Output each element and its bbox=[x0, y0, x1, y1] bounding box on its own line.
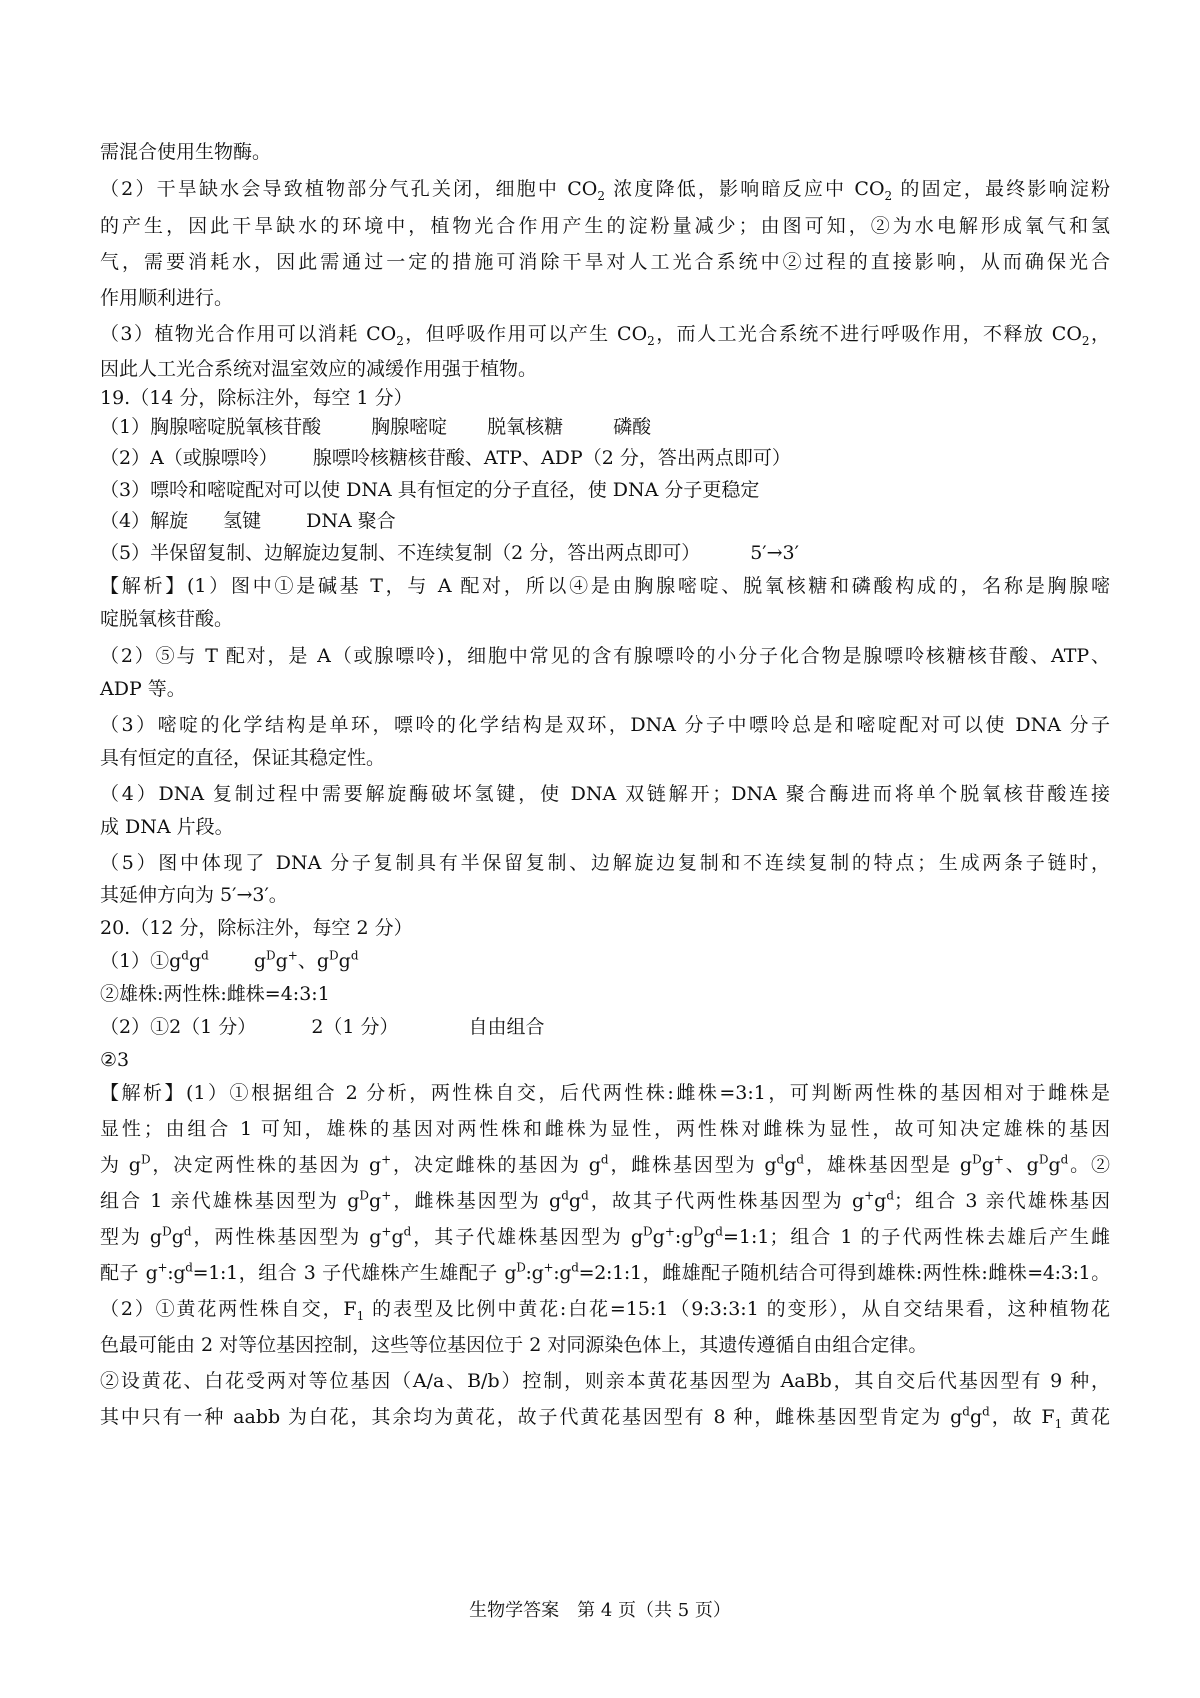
text-line bbox=[100, 1221, 1110, 1253]
superscript: D bbox=[972, 1152, 982, 1167]
text: 其延伸方向为 5′→3′。 bbox=[100, 884, 288, 906]
text: g bbox=[784, 1154, 797, 1176]
text: g bbox=[969, 1406, 983, 1428]
text: （4）DNA 复制过程中需要解旋酶破坏氢键，使 DNA 双链解开；DNA 聚合酶进而将单个脱氧核苷酸连接 bbox=[100, 783, 1110, 805]
text-line bbox=[100, 1365, 1110, 1397]
text: （4）解旋 bbox=[100, 510, 189, 532]
text: g bbox=[188, 950, 202, 972]
superscript: d bbox=[886, 1188, 895, 1203]
superscript: + bbox=[381, 1188, 392, 1203]
text: （2）A（或腺嘌呤） bbox=[100, 447, 278, 469]
text-line bbox=[100, 811, 234, 843]
text: ，故其子代两性株基因型为 g bbox=[588, 1190, 865, 1212]
superscript: + bbox=[664, 1224, 675, 1239]
text: g bbox=[874, 1190, 887, 1212]
superscript: + bbox=[381, 1152, 392, 1167]
superscript: d bbox=[571, 1260, 579, 1275]
superscript: D bbox=[329, 948, 339, 963]
text: ，故 F bbox=[989, 1406, 1055, 1428]
answer-line bbox=[100, 1011, 545, 1043]
text: 2（1 分） bbox=[311, 1016, 399, 1038]
text: g bbox=[703, 1226, 716, 1248]
text: 20.（12 分，除标注外，每空 2 分） bbox=[100, 917, 413, 939]
superscript: d bbox=[183, 1224, 192, 1239]
text-line bbox=[100, 1329, 927, 1361]
superscript: d bbox=[715, 1224, 723, 1239]
answer-line bbox=[100, 978, 330, 1010]
text-line bbox=[100, 709, 1110, 741]
text-line bbox=[100, 673, 186, 705]
text: g bbox=[652, 1226, 665, 1248]
text-line bbox=[100, 847, 1110, 879]
text: 19.（14 分，除标注外，每空 1 分） bbox=[100, 387, 413, 409]
text: :g bbox=[525, 1262, 544, 1284]
text: :g bbox=[167, 1262, 186, 1284]
answer-line bbox=[100, 945, 359, 977]
text: ，两性株基因型为 g bbox=[191, 1226, 382, 1248]
text-line bbox=[100, 1185, 1110, 1217]
text: ，雌株基因型为 g bbox=[608, 1154, 777, 1176]
text: g bbox=[981, 1154, 994, 1176]
text-line bbox=[100, 136, 271, 168]
text: 组合 1 亲代雄株基因型为 g bbox=[100, 1190, 360, 1212]
text-line bbox=[100, 173, 1110, 205]
question-header bbox=[100, 912, 413, 944]
text: 型为 g bbox=[100, 1226, 163, 1248]
text: 气，需要消耗水，因此需通过一定的措施可消除干旱对人工光合系统中②过程的直接影响，从而确保光合 bbox=[100, 251, 1110, 273]
text: g bbox=[369, 1190, 382, 1212]
text: 具有恒定的直径，保证其稳定性。 bbox=[100, 747, 386, 769]
text: ，决定两性株的基因为 g bbox=[150, 1154, 382, 1176]
superscript: D bbox=[359, 1188, 370, 1203]
text-line bbox=[100, 210, 1110, 242]
text: =2:1:1，雌雄配子随机结合可得到雄株:两性株:雌株=4:3:1。 bbox=[578, 1262, 1110, 1284]
answer-line bbox=[100, 537, 799, 569]
text: g bbox=[568, 1190, 582, 1212]
superscript: d bbox=[581, 1188, 589, 1203]
text: 的固定，最终影响淀粉 bbox=[892, 178, 1110, 200]
text: =1:1；组合 1 的子代两性株去雄后产生雌 bbox=[722, 1226, 1111, 1248]
text: g bbox=[338, 950, 351, 972]
text: 的表型及比例中黄花:白花=15:1（9:3:3:1 的变形），从自交结果看，这种植物花 bbox=[364, 1298, 1110, 1320]
text-line bbox=[100, 640, 1110, 672]
text: （3）嘌呤和嘧啶配对可以使 DNA 具有恒定的分子直径，使 DNA 分子更稳定 bbox=[100, 479, 760, 501]
page-footer: 生物学答案 第 4 页（共 5 页） bbox=[469, 1600, 731, 1621]
text: 作用顺利进行。 bbox=[100, 287, 234, 309]
text: g bbox=[171, 1226, 184, 1248]
superscript: D bbox=[265, 948, 276, 963]
text: 的产生，因此干旱缺水的环境中，植物光合作用产生的淀粉量减少；由图可知，②为水电解形成氧气和氢 bbox=[100, 215, 1110, 237]
text-line bbox=[100, 318, 1110, 350]
text: 色最可能由 2 对等位基因控制，这些等位基因位于 2 对同源染色体上，其遗传遵循自由组合定律。 bbox=[100, 1334, 928, 1356]
superscript: d bbox=[796, 1152, 805, 1167]
text: =1:1，组合 3 子代雄株产生雄配子 g bbox=[192, 1262, 517, 1284]
text-line bbox=[100, 570, 1110, 602]
superscript: D bbox=[516, 1260, 526, 1275]
text: ，雌株基因型为 g bbox=[391, 1190, 562, 1212]
text: 黄花 bbox=[1062, 1406, 1110, 1428]
superscript: d bbox=[201, 948, 209, 963]
text: （2）⑤与 T 配对，是 A（或腺嘌呤)，细胞中常见的含有腺嘌呤的小分子化合物是腺嘌呤核糖核苷酸、ATP、 bbox=[100, 645, 1110, 667]
text: g bbox=[1048, 1154, 1061, 1176]
text: ②设黄花、白花受两对等位基因（A/a、B/b）控制，则亲本黄花基因型为 AaBb，其自交后代基因型有 9 种， bbox=[100, 1370, 1110, 1392]
superscript: + bbox=[287, 948, 298, 963]
text: ②3 bbox=[100, 1049, 130, 1071]
text: （5）半保留复制、边解旋边复制、不连续复制（2 分，答出两点即可） bbox=[100, 542, 701, 564]
question-header bbox=[100, 382, 413, 414]
superscript: + bbox=[864, 1188, 875, 1203]
text: 【解析】(1）①根据组合 2 分析，两性株自交，后代两性株:雌株=3:1，可判断两性株的基因相对于雌株是 bbox=[100, 1082, 1110, 1104]
text-line bbox=[100, 246, 1110, 278]
superscript: d bbox=[561, 1188, 569, 1203]
superscript: D bbox=[162, 1224, 172, 1239]
superscript: + bbox=[543, 1260, 554, 1275]
text: 5′→3′ bbox=[750, 542, 799, 564]
text-line bbox=[100, 282, 233, 314]
text: ADP 等。 bbox=[100, 678, 186, 700]
subscript: 1 bbox=[356, 1308, 365, 1323]
superscript: d bbox=[403, 1224, 412, 1239]
text: （2）干旱缺水会导致植物部分气孔关闭，细胞中 CO bbox=[100, 178, 598, 200]
text-line bbox=[100, 879, 288, 911]
text: 浓度降低，影响暗反应中 CO bbox=[605, 178, 885, 200]
text: 配子 g bbox=[100, 1262, 158, 1284]
text: g bbox=[275, 950, 288, 972]
superscript: D bbox=[643, 1224, 653, 1239]
superscript: d bbox=[776, 1152, 785, 1167]
text: （2）①2（1 分） bbox=[100, 1016, 257, 1038]
text: 显性；由组合 1 可知，雄株的基因对两性株和雌株为显性，两性株对雌株为显性，故可知决定雄株的基因 bbox=[100, 1118, 1110, 1140]
text-line bbox=[100, 1077, 1110, 1109]
text: ②雄株:两性株:雌株=4:3:1 bbox=[100, 983, 330, 1005]
answer-line bbox=[100, 442, 791, 474]
text: （1）①g bbox=[100, 950, 182, 972]
subscript: 2 bbox=[396, 333, 404, 348]
text: g bbox=[253, 950, 266, 972]
text: 成 DNA 片段。 bbox=[100, 816, 234, 838]
text: （3）嘧啶的化学结构是单环，嘌呤的化学结构是双环，DNA 分子中嘌呤总是和嘧啶配对可以使 DNA 分子 bbox=[100, 714, 1110, 736]
text: 脱氧核糖 bbox=[487, 416, 564, 438]
text: 、g bbox=[1003, 1154, 1039, 1176]
superscript: d bbox=[600, 1152, 609, 1167]
subscript: 2 bbox=[884, 188, 893, 203]
text-line bbox=[100, 778, 1110, 810]
answer-line bbox=[100, 505, 396, 537]
text: （3）植物光合作用可以消耗 CO bbox=[100, 323, 397, 345]
text-line bbox=[100, 742, 385, 774]
text: ；组合 3 亲代雄株基因 bbox=[894, 1190, 1111, 1212]
text: 【解析】(1）图中①是碱基 T，与 A 配对，所以④是由胸腺嘧啶、脱氧核糖和磷酸构成的，名称是胸腺嘧 bbox=[100, 575, 1110, 597]
text: 需混合使用生物酶。 bbox=[100, 141, 272, 163]
text: 因此人工光合系统对温室效应的减缓作用强于植物。 bbox=[100, 358, 538, 380]
superscript: d bbox=[185, 1260, 193, 1275]
text: ，雄株基因型是 g bbox=[804, 1154, 973, 1176]
text: 磷酸 bbox=[613, 416, 652, 438]
subscript: 1 bbox=[1054, 1416, 1063, 1431]
text: ， bbox=[1089, 323, 1110, 345]
superscript: D bbox=[693, 1224, 704, 1239]
answer-line bbox=[100, 1044, 129, 1076]
superscript: + bbox=[381, 1224, 392, 1239]
text: g bbox=[391, 1226, 404, 1248]
superscript: d bbox=[1060, 1152, 1069, 1167]
text: ，决定雌株的基因为 g bbox=[391, 1154, 601, 1176]
text-line bbox=[100, 1149, 1110, 1181]
text: ，其子代雄株基因型为 g bbox=[411, 1226, 644, 1248]
text: 自由组合 bbox=[468, 1016, 545, 1038]
text: ，而人工光合系统不进行呼吸作用，不释放 CO bbox=[654, 323, 1082, 345]
text: （1）胸腺嘧啶脱氧核苷酸 bbox=[100, 416, 322, 438]
superscript: D bbox=[140, 1152, 151, 1167]
text-line bbox=[100, 603, 233, 635]
text: 腺嘌呤核糖核苷酸、ATP、ADP（2 分，答出两点即可） bbox=[312, 447, 791, 469]
superscript: d bbox=[982, 1404, 990, 1419]
text-line bbox=[100, 1293, 1110, 1325]
superscript: + bbox=[993, 1152, 1004, 1167]
text: 啶脱氧核苷酸。 bbox=[100, 608, 234, 630]
superscript: d bbox=[181, 948, 189, 963]
text: （5）图中体现了 DNA 分子复制具有半保留复制、边解旋边复制和不连续复制的特点；生成两条子链时， bbox=[100, 852, 1110, 874]
text: 其中只有一种 aabb 为白花，其余均为黄花，故子代黄花基因型有 8 种，雌株基因型肯定为 g bbox=[100, 1406, 963, 1428]
text: :g bbox=[553, 1262, 572, 1284]
text: 。② bbox=[1068, 1154, 1111, 1176]
subscript: 2 bbox=[1081, 333, 1090, 348]
superscript: + bbox=[157, 1260, 168, 1275]
text: （2）①黄花两性株自交，F bbox=[100, 1298, 357, 1320]
text: DNA 聚合 bbox=[306, 510, 396, 532]
subscript: 2 bbox=[647, 333, 655, 348]
superscript: d bbox=[350, 948, 359, 963]
text: ，但呼吸作用可以产生 CO bbox=[403, 323, 648, 345]
text: :g bbox=[674, 1226, 694, 1248]
superscript: d bbox=[962, 1404, 970, 1419]
text-line bbox=[100, 1113, 1110, 1145]
superscript: D bbox=[1038, 1152, 1049, 1167]
text-line bbox=[100, 1257, 1110, 1289]
text: 氢键 bbox=[223, 510, 262, 532]
text-line bbox=[100, 1401, 1110, 1433]
text-line bbox=[100, 353, 537, 385]
text: 为 g bbox=[100, 1154, 141, 1176]
text: 、g bbox=[297, 950, 330, 972]
subscript: 2 bbox=[597, 188, 605, 203]
answer-line bbox=[100, 411, 651, 443]
answer-line bbox=[100, 474, 759, 506]
text: 胸腺嘧啶 bbox=[371, 416, 448, 438]
